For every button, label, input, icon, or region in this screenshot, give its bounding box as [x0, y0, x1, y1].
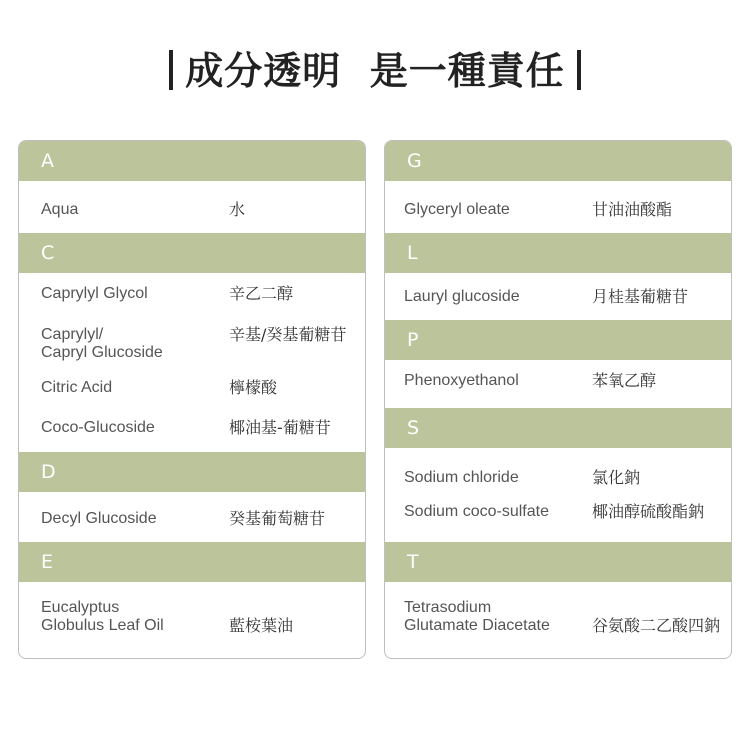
section-header-p: P	[385, 320, 731, 360]
title-right-bar	[577, 50, 581, 90]
section-header-d: D	[19, 452, 365, 492]
ingredient-zh: 谷氨酸二乙酸四鈉	[592, 616, 721, 635]
ingredient-en: Aqua	[41, 201, 79, 218]
ingredient-en: Lauryl glucoside	[404, 288, 520, 305]
ingredient-zh: 癸基葡萄糖苷	[229, 509, 326, 528]
ingredient-en: Sodium coco-sulfate	[404, 503, 549, 520]
section-header-l: L	[385, 233, 731, 273]
ingredient-zh: 苯氧乙醇	[592, 371, 657, 390]
ingredient-en: Phenoxyethanol	[404, 372, 519, 389]
ingredient-zh: 檸檬酸	[229, 378, 278, 397]
ingredient-zh: 椰油基-葡糖苷	[229, 418, 331, 437]
section-header-s: S	[385, 408, 731, 448]
section-header-c: C	[19, 233, 365, 273]
ingredient-en: Glyceryl oleate	[404, 201, 510, 218]
ingredient-zh: 月桂基葡糖苷	[592, 287, 689, 306]
ingredient-zh: 辛基/癸基葡糖苷	[229, 325, 347, 344]
ingredient-en-line2: Capryl Glucoside	[41, 344, 163, 361]
ingredient-en-line1: Eucalyptus	[41, 599, 120, 616]
page-title	[0, 40, 750, 95]
ingredient-en: Sodium chloride	[404, 469, 519, 486]
section-header-e: E	[19, 542, 365, 582]
ingredient-zh: 椰油醇硫酸酯鈉	[592, 502, 705, 521]
ingredient-card-right	[384, 140, 732, 659]
ingredient-zh: 水	[229, 200, 246, 219]
ingredient-zh: 甘油油酸酯	[592, 200, 673, 219]
ingredient-zh: 藍桉葉油	[229, 616, 294, 635]
ingredient-en-line1: Caprylyl/	[41, 326, 104, 343]
ingredient-en-line2: Globulus Leaf Oil	[41, 617, 164, 634]
section-header-a: A	[19, 141, 365, 181]
title-left-bar	[169, 50, 173, 90]
ingredient-en: Caprylyl Glycol	[41, 285, 148, 302]
ingredient-en: Coco-Glucoside	[41, 419, 155, 436]
section-header-t: T	[385, 542, 731, 582]
section-header-g: G	[385, 141, 731, 181]
ingredient-en: Citric Acid	[41, 379, 113, 396]
ingredient-en-line2: Glutamate Diacetate	[404, 617, 550, 634]
ingredient-en-line1: Tetrasodium	[404, 599, 492, 616]
ingredient-en: Decyl Glucoside	[41, 510, 157, 527]
ingredient-zh: 辛乙二醇	[229, 284, 294, 303]
ingredient-card-left	[18, 140, 366, 659]
title-text: 成分透明 是一種責任	[185, 49, 565, 93]
ingredient-zh: 氯化鈉	[592, 468, 641, 487]
